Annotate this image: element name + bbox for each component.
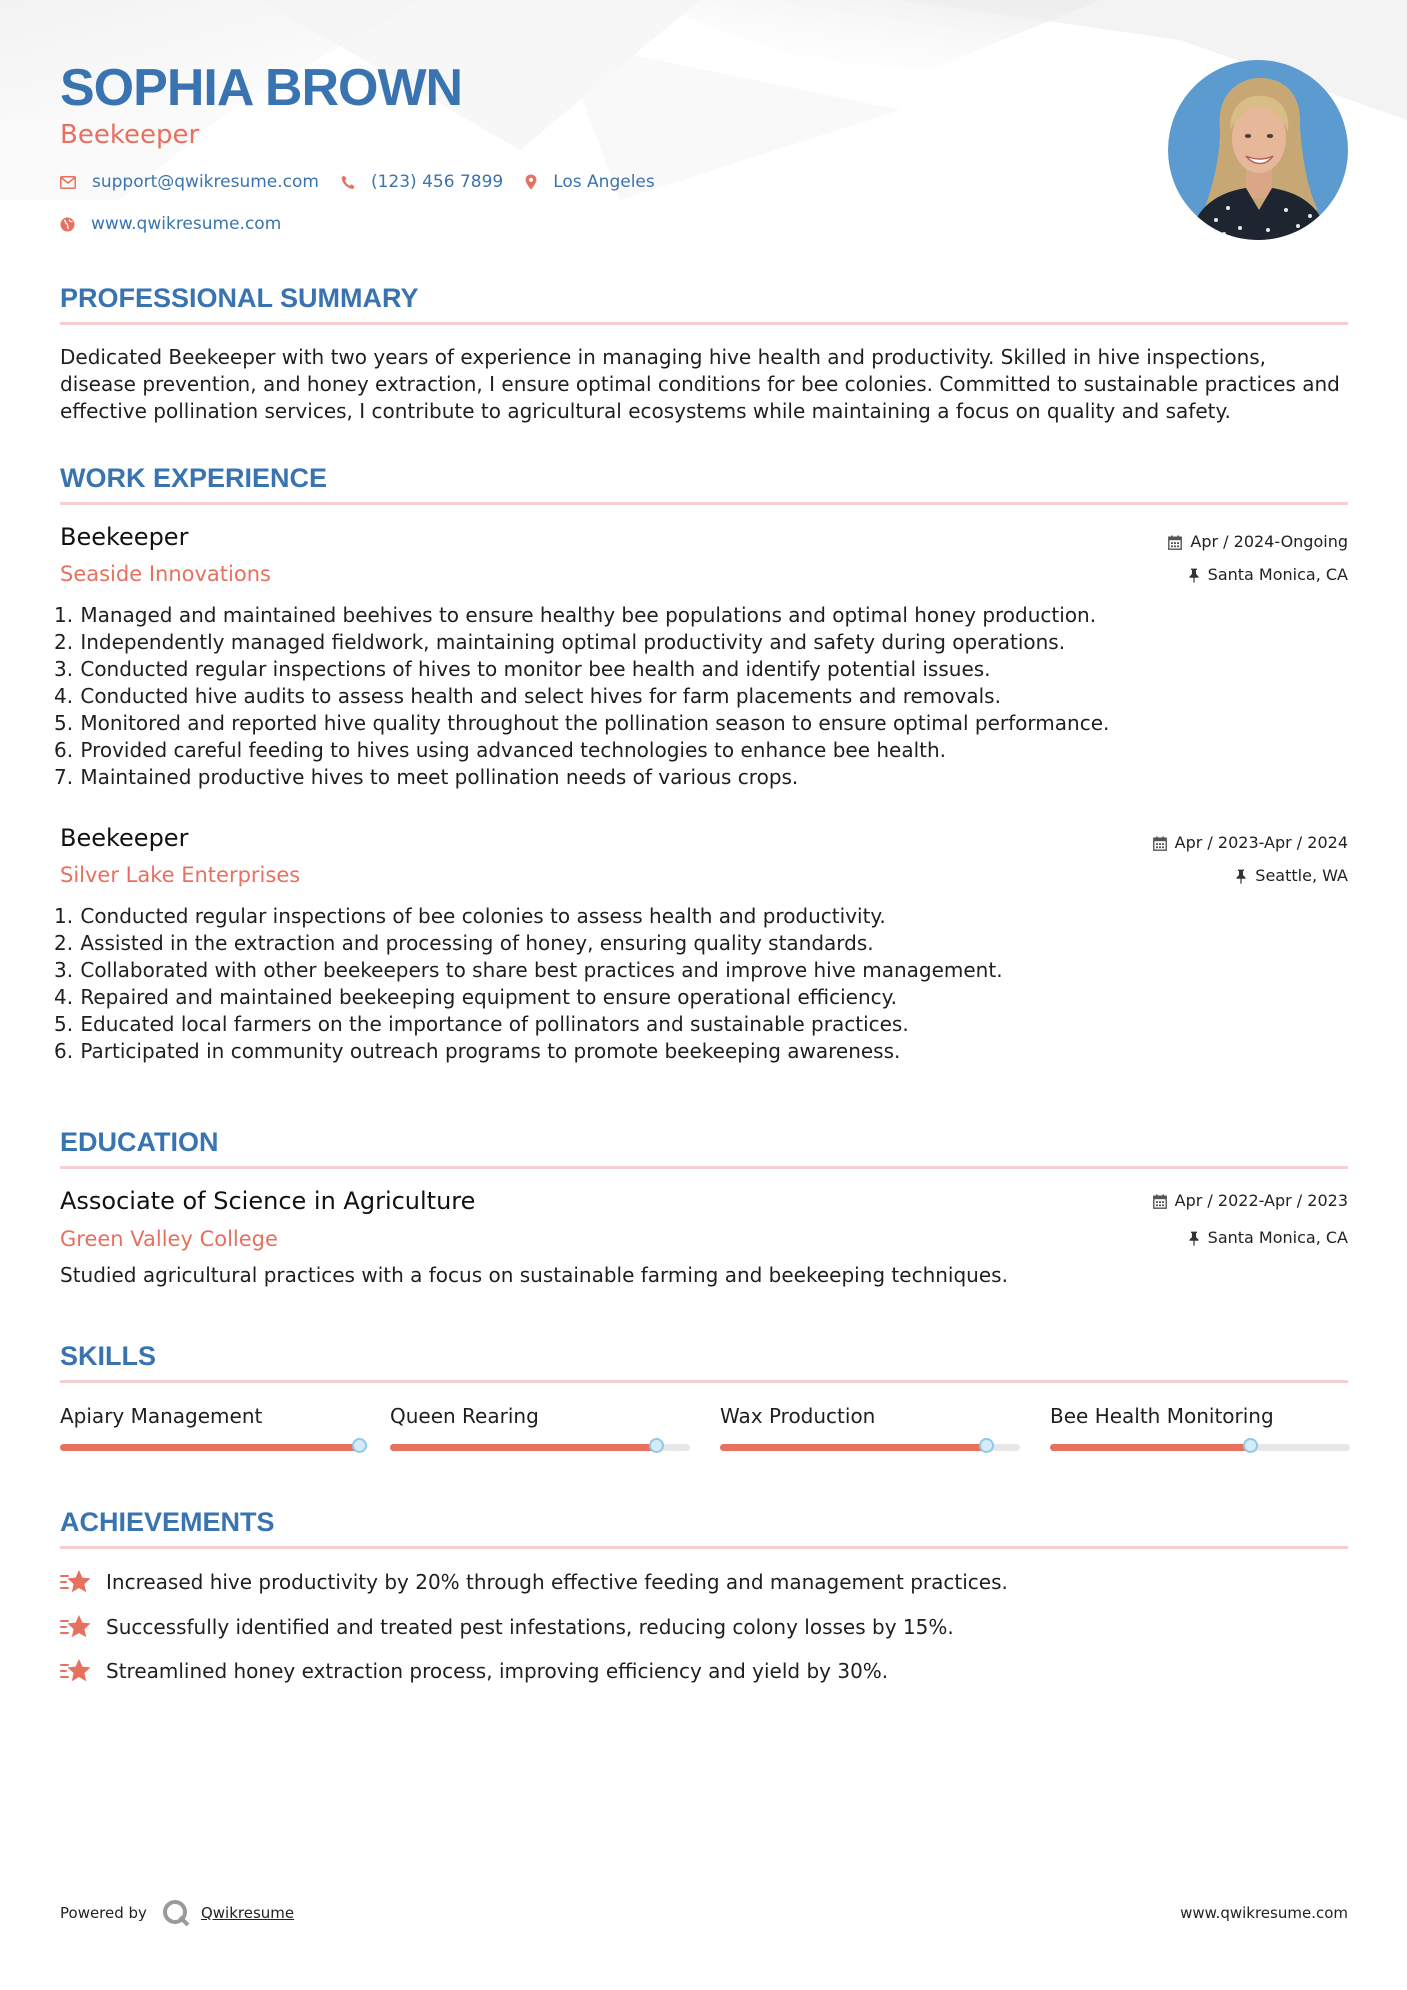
achievement-item (60, 1569, 1008, 1595)
education-location-text: Santa Monica, CA (1207, 1228, 1348, 1247)
job-dates (1168, 531, 1348, 553)
list-item: 7. Maintained productive hives to meet pollination needs of various crops. (54, 765, 799, 789)
contact-row (60, 172, 677, 192)
skill-bar-knob (1243, 1438, 1258, 1453)
section-divider (60, 1166, 1348, 1169)
achievement-item (60, 1614, 954, 1640)
education-dates (1153, 1190, 1348, 1212)
skill-bar (390, 1444, 690, 1451)
qwikresume-link[interactable]: Qwikresume (200, 1904, 295, 1922)
star-badge-icon (60, 1614, 92, 1640)
calendar-icon (1168, 535, 1182, 550)
envelope-icon (60, 176, 76, 189)
candidate-name: SOPHIA BROWN (60, 59, 463, 117)
skill-item (720, 1403, 1020, 1429)
school-name: Green Valley College (60, 1227, 278, 1251)
skill-bar (1050, 1444, 1350, 1451)
candidate-role: Beekeeper (60, 120, 200, 150)
phone-icon (341, 175, 355, 190)
skill-item (390, 1403, 690, 1429)
pushpin-icon (1188, 568, 1200, 583)
skill-bar-knob (352, 1438, 367, 1453)
pushpin-icon (1235, 869, 1247, 884)
achievements-heading: ACHIEVEMENTS (60, 1507, 275, 1537)
profile-photo (1168, 60, 1348, 240)
job-title: Beekeeper (60, 523, 189, 551)
skill-bar-fill (720, 1444, 987, 1451)
skill-name: Queen Rearing (390, 1404, 539, 1428)
list-item: 6. Participated in community outreach programs to promote beekeeping awareness. (54, 1039, 901, 1063)
footer-powered-by (60, 1898, 294, 1928)
section-divider (60, 502, 1348, 505)
map-pin-icon (525, 174, 537, 190)
list-item: 3. Conducted regular inspections of hives to monitor bee health and identify potential issues. (54, 657, 991, 681)
achievement-text: Streamlined honey extraction process, improving efficiency and yield by 30%. (106, 1659, 889, 1683)
skill-bar-knob (979, 1438, 994, 1453)
achievement-item (60, 1658, 888, 1684)
job-bullets (54, 602, 1320, 791)
star-badge-icon (60, 1658, 92, 1684)
contact-phone[interactable] (341, 172, 503, 192)
skill-bar (60, 1444, 360, 1451)
footer-website[interactable]: www.qwikresume.com (1180, 1904, 1348, 1922)
globe-icon (60, 217, 75, 232)
contact-location (525, 172, 655, 192)
degree-title: Associate of Science in Agriculture (60, 1187, 476, 1215)
achievement-text: Increased hive productivity by 20% through effective feeding and management practices. (106, 1570, 1008, 1594)
avatar (1168, 60, 1348, 240)
job-location-text: Seattle, WA (1255, 866, 1348, 885)
contact-email[interactable] (60, 172, 319, 192)
education-location (1188, 1227, 1348, 1249)
job-bullets (54, 903, 1320, 1065)
qwikresume-logo-icon (161, 1898, 191, 1928)
section-divider (60, 1380, 1348, 1383)
calendar-icon (1153, 836, 1167, 851)
phone-text: (123) 456 7899 (370, 172, 504, 192)
summary-heading: PROFESSIONAL SUMMARY (60, 283, 419, 313)
contact-website[interactable] (60, 214, 281, 234)
skill-name: Bee Health Monitoring (1050, 1404, 1274, 1428)
skill-item (60, 1403, 360, 1429)
company-name: Silver Lake Enterprises (60, 863, 301, 887)
list-item: 2. Assisted in the extraction and processing of honey, ensuring quality standards. (54, 931, 874, 955)
skills-heading: SKILLS (60, 1341, 157, 1371)
skill-bar-fill (60, 1444, 360, 1451)
job-location-text: Santa Monica, CA (1207, 565, 1348, 584)
skill-bar-fill (390, 1444, 657, 1451)
education-description: Studied agricultural practices with a focus on sustainable farming and beekeeping techniques. (60, 1263, 1008, 1287)
job-dates-text: Apr / 2023-Apr / 2024 (1174, 833, 1348, 852)
star-badge-icon (60, 1569, 92, 1595)
website-row (60, 214, 303, 234)
achievement-text: Successfully identified and treated pest infestations, reducing colony losses by 15%. (106, 1615, 954, 1639)
location-text: Los Angeles (553, 172, 655, 192)
powered-by-label: Powered by (60, 1904, 147, 1922)
list-item: 1. Managed and maintained beehives to ensure healthy bee populations and optimal honey production. (54, 603, 1097, 627)
company-name: Seaside Innovations (60, 562, 271, 586)
calendar-icon (1153, 1194, 1167, 1209)
skill-bar-fill (1050, 1444, 1251, 1451)
list-item: 5. Educated local farmers on the importance of pollinators and sustainable practices. (54, 1012, 909, 1036)
summary-text: Dedicated Beekeeper with two years of experience in managing hive health and productivity. Skilled in hive inspections, disease prevention, and honey extraction, I ensure optimal conditions for bee colonies. Committed to sustainable practices and effective pollination services, I contribute to agricultural ecosystems while maintaining a focus on quality and safety. (60, 345, 1340, 423)
job-location (1188, 564, 1348, 586)
section-divider (60, 322, 1348, 325)
list-item: 6. Provided careful feeding to hives using advanced technologies to enhance bee health. (54, 738, 947, 762)
skill-name: Apiary Management (60, 1404, 263, 1428)
list-item: 4. Conducted hive audits to assess health and select hives for farm placements and removals. (54, 684, 1001, 708)
job-dates (1153, 832, 1348, 854)
list-item: 3. Collaborated with other beekeepers to share best practices and improve hive management. (54, 958, 1003, 982)
pushpin-icon (1188, 1231, 1200, 1246)
job-dates-text: Apr / 2024-Ongoing (1190, 532, 1348, 551)
list-item: 5. Monitored and reported hive quality throughout the pollination season to ensure optimal performance. (54, 711, 1110, 735)
email-text: support@qwikresume.com (92, 172, 319, 192)
education-heading: EDUCATION (60, 1127, 219, 1157)
list-item: 4. Repaired and maintained beekeeping equipment to ensure operational efficiency. (54, 985, 897, 1009)
job-location (1235, 865, 1348, 887)
skill-bar-knob (649, 1438, 664, 1453)
skill-item (1050, 1403, 1350, 1429)
website-text: www.qwikresume.com (91, 214, 282, 234)
section-divider (60, 1546, 1348, 1549)
education-dates-text: Apr / 2022-Apr / 2023 (1174, 1191, 1348, 1210)
job-title: Beekeeper (60, 824, 189, 852)
skill-name: Wax Production (720, 1404, 876, 1428)
list-item: 2. Independently managed fieldwork, maintaining optimal productivity and safety during operations. (54, 630, 1066, 654)
list-item: 1. Conducted regular inspections of bee colonies to assess health and productivity. (54, 904, 886, 928)
experience-heading: WORK EXPERIENCE (60, 463, 328, 493)
skill-bar (720, 1444, 1020, 1451)
